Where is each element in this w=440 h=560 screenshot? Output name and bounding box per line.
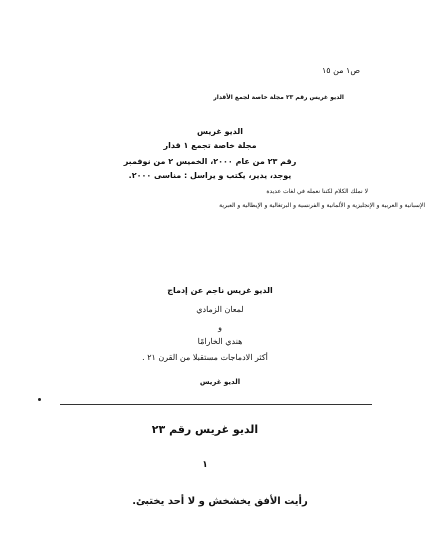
tagline: أكثر الادماجات مستقبلا من القرن ٢١ . xyxy=(142,353,268,362)
running-head: الديو غريس رقم ٢٣ مجلة خاصة لجمع الأقدار xyxy=(213,94,344,101)
section-heading: الديو غريس رقم ٢٣ xyxy=(151,423,259,436)
section-number: ١ xyxy=(202,460,208,470)
conjunction: و xyxy=(218,323,222,332)
publishing-credit: يوجد، يدير، يكتب و يراسل : مناسى ٢٠٠٠. xyxy=(128,171,292,180)
author-one: لمعان الزمادي xyxy=(196,305,244,314)
page-number: ص١ من ١٥ xyxy=(321,66,360,75)
margin-dot xyxy=(38,398,41,401)
signature: الديو غريس xyxy=(199,378,241,386)
horizontal-rule xyxy=(60,404,372,405)
magazine-subtitle: مجلة خاصة تجمع ١ قدار xyxy=(163,141,257,150)
masthead-title: الديو غريس xyxy=(197,127,243,136)
fusion-heading: الديو غريس ناجم عن إدماج xyxy=(167,286,273,295)
languages-list: الإسبانية و العربية و الإنجليزية و الألمانية و الفرنسية و البرتغالية و الإيطالية و العبرية xyxy=(219,202,425,209)
languages-intro: لا نملك الكلام لكننا نعمله في لغات عديدة xyxy=(266,188,368,195)
author-two: هندي الخارامًا xyxy=(197,337,243,346)
poem-first-line: رأيت الأفق يخشخش و لا أحد يختبئ. xyxy=(132,496,308,507)
issue-date: رقم ٢٣ من عام ٢٠٠٠، الخميس ٢ من نوفمبر xyxy=(123,157,297,166)
